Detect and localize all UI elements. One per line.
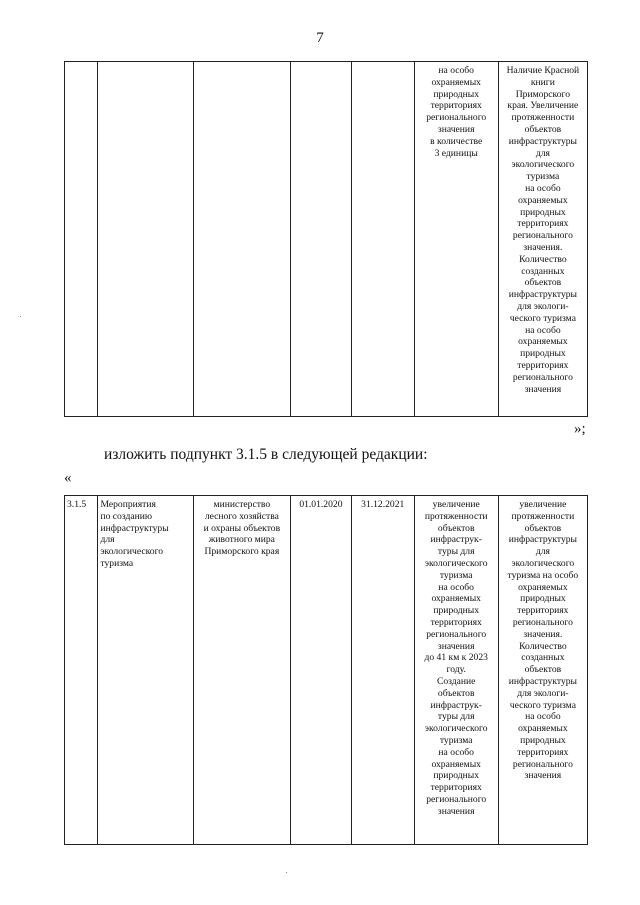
results-cell: увеличение протяженности объектов инфраструк- туры для экологического туризма на особо охраняемых природных территориях регионального значения до 41 км к 2023 году. Создание объектов инфраструк- туры для экологического туризма на особо охраняемых природных территориях регионального значения — [414, 496, 498, 845]
organization-cell: министерство лесного хозяйства и охраны объектов животного мира Приморского края — [193, 496, 290, 845]
start-date-cell: 01.01.2020 — [291, 496, 352, 845]
end-date-cell: 31.12.2021 — [351, 496, 414, 845]
scan-speck — [286, 872, 287, 873]
empty-cell — [291, 62, 352, 417]
table-row — [65, 62, 588, 417]
opening-quote: « — [64, 470, 72, 486]
amendment-instruction: изложить подпункт 3.1.5 в следующей редакции: — [104, 446, 428, 463]
scan-speck — [20, 316, 21, 317]
results-cell: на особо охраняемых природных территориях регионального значения в количестве 3 единицы — [414, 62, 498, 417]
empty-cell — [351, 62, 414, 417]
continued-table — [64, 61, 588, 417]
empty-cell — [193, 62, 290, 417]
amended-table — [64, 495, 588, 845]
closing-quote: »; — [574, 421, 586, 437]
empty-cell — [65, 62, 98, 417]
measure-cell: Мероприятия по созданию инфраструктуры для экологического туризма — [98, 496, 193, 845]
indicators-cell: Наличие Красной книги Приморского края. Увеличение протяженности объектов инфраструктуры для экологического туризма на особо охраняемых природных территориях регионального значения. Количество созданных объектов инфраструктуры для экологи- ческого туризма на особо охраняемых природных территориях регионального значения — [498, 62, 587, 417]
page-number: 7 — [316, 30, 324, 46]
empty-cell — [98, 62, 193, 417]
item-number-cell: 3.1.5 — [65, 496, 98, 845]
table-row — [65, 496, 588, 845]
indicators-cell: увеличение протяженности объектов инфраструктуры для экологического туризма на особо охраняемых природных территориях регионального значения. Количество созданных объектов инфраструктуры для экологи- ческого туризма на особо охраняемых природных территориях регионального значения — [498, 496, 587, 845]
